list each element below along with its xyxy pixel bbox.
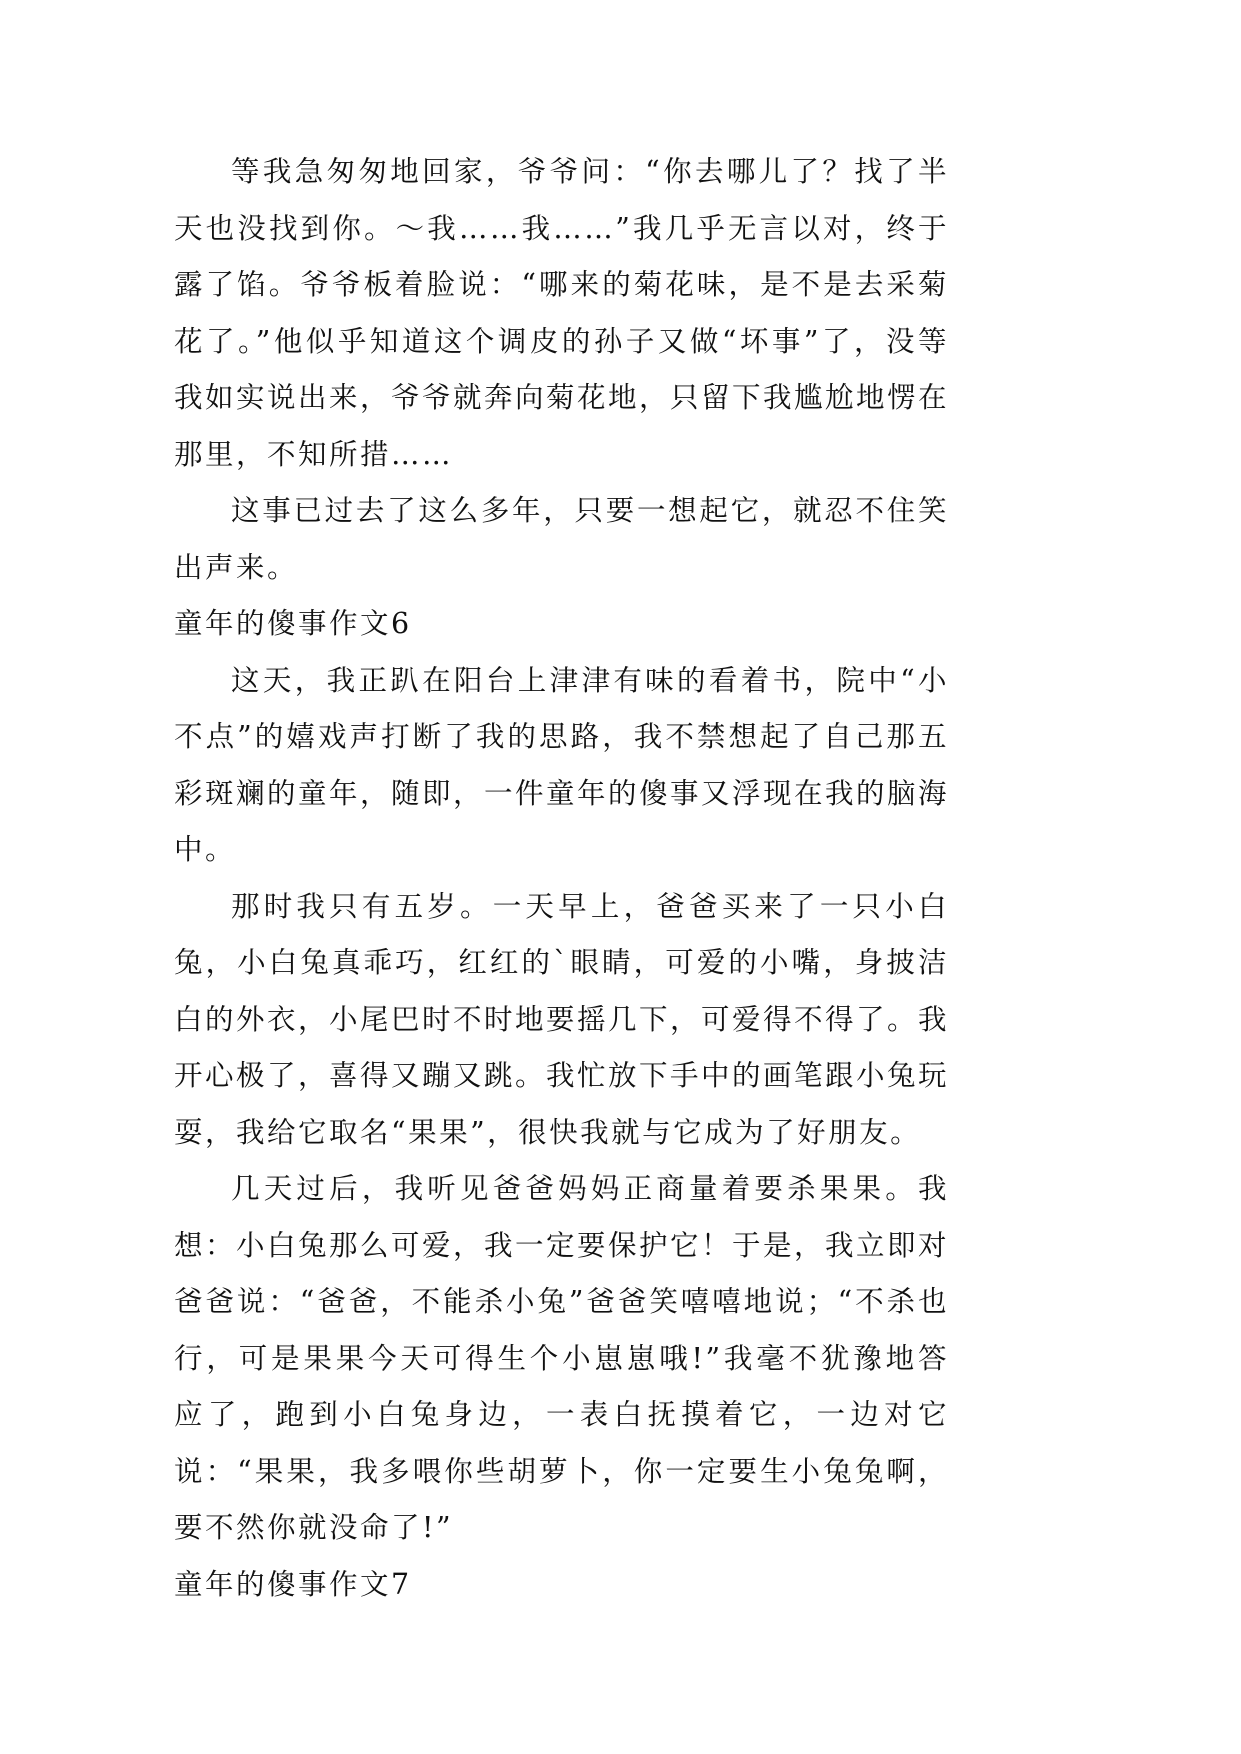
document-body bbox=[174, 144, 949, 1613]
paragraph-white-rabbit: 那时我只有五岁。一天早上，爸爸买来了一只小白兔，小白兔真乖巧，红红的`眼睛，可爱的小嘴，身披洁白的外衣，小尾巴时不时地要摇几下，可爱得不得了。我开心极了，喜得又蹦又跳。我忙放下手中的画笔跟小兔玩耍，我给它取名“果果”，很快我就与它成为了好朋友。 bbox=[174, 889, 950, 1149]
paragraph-balcony-reading: 这天，我正趴在阳台上津津有味的看着书，院中“小不点”的嬉戏声打断了我的思路，我不禁想起了自己那五彩斑斓的童年，随即，一件童年的傻事又浮现在我的脑海中。 bbox=[174, 663, 950, 866]
paragraph-memory-laugh: 这事已过去了这么多年，只要一想起它，就忍不住笑出声来。 bbox=[174, 494, 949, 584]
paragraph-save-rabbit: 几天过后，我听见爸爸妈妈正商量着要杀果果。我想：小白兔那么可爱，我一定要保护它！于是，我立即对爸爸说：“爸爸，不能杀小兔”爸爸笑嘻嘻地说；“不杀也行，可是果果今天可得生个小崽崽哦!”我毫不犹豫地答应了，跑到小白兔身边，一表白抚摸着它，一边对它说：“果果，我多喂你些胡萝卜，你一定要生小兔兔啊，要不然你就没命了!” bbox=[174, 1172, 950, 1544]
paragraph-grandpa-chrysanthemum: 等我急匆匆地回家，爷爷问：“你去哪儿了？找了半天也没找到你。～我……我……”我几乎无言以对，终于露了馅。爷爷板着脸说：“哪来的菊花味，是不是去采菊花了。”他似乎知道这个调皮的孙子又做“坏事”了，没等我如实说出来，爷爷就奔向菊花地，只留下我尴尬地愣在那里，不知所措…… bbox=[174, 155, 950, 471]
section-heading-essay-7: 童年的傻事作文7 bbox=[174, 1567, 412, 1601]
section-heading-essay-6: 童年的傻事作文6 bbox=[174, 607, 412, 640]
